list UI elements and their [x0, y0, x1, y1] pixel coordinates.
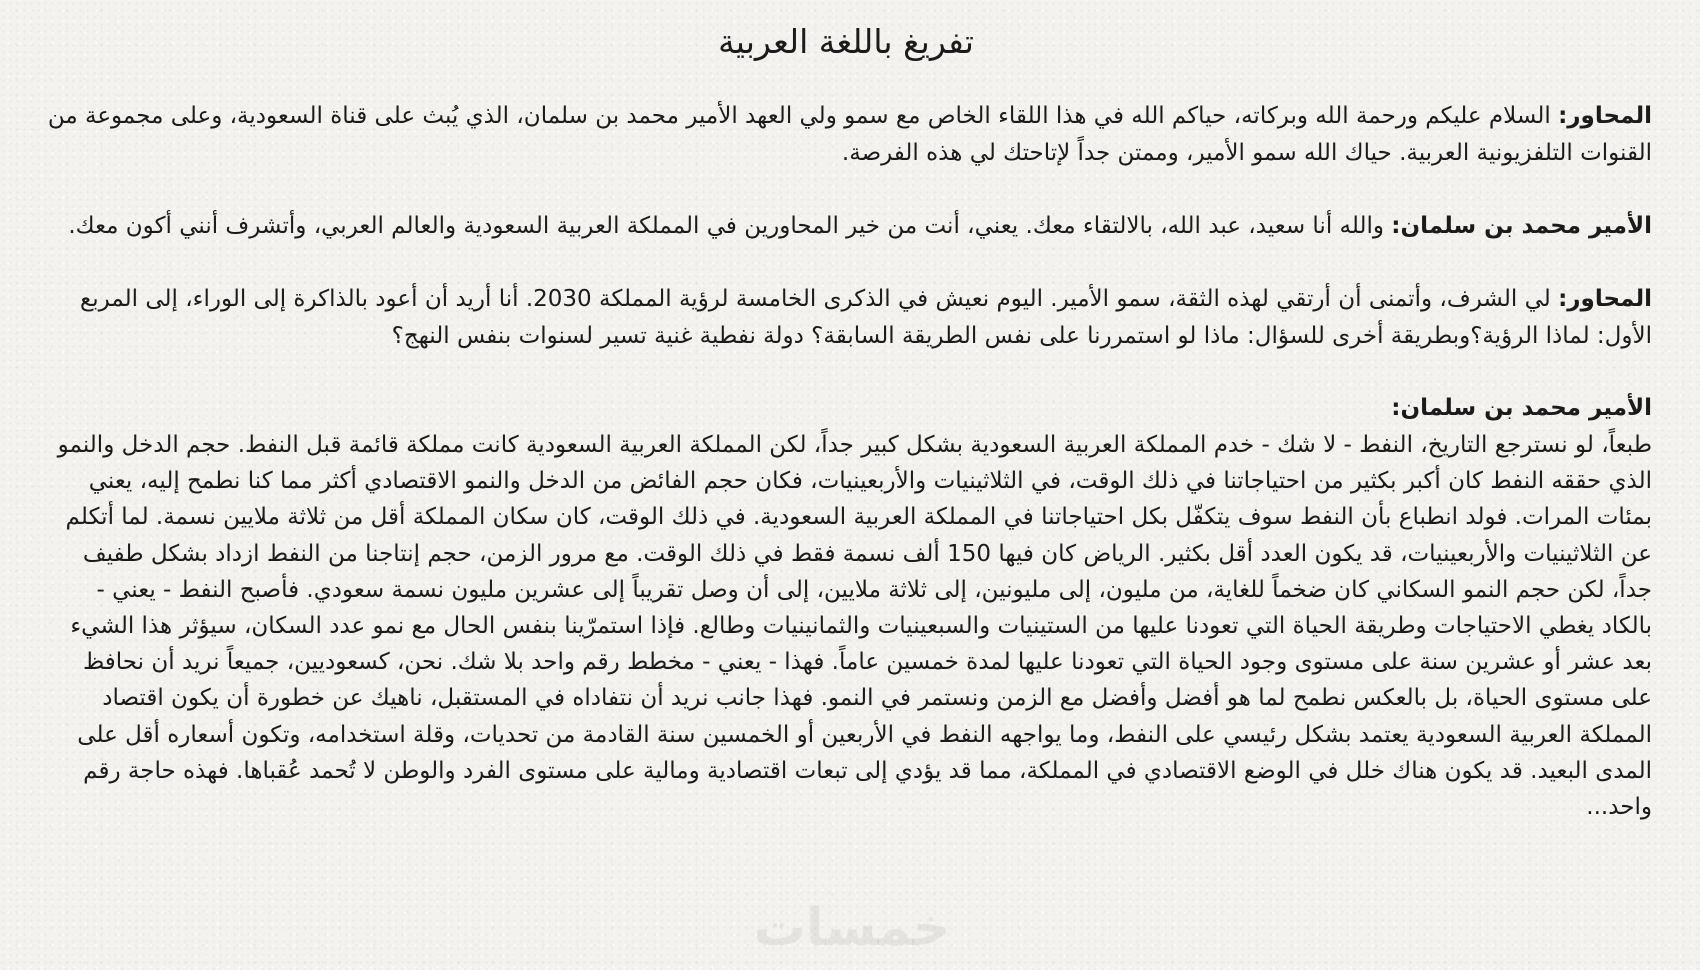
answer-text: طبعاً، لو نسترجع التاريخ، النفط - لا شك - خدم المملكة العربية السعودية بشكل كبير جداً، لكن المملكة العربية السعودية كانت مملكة قائمة قبل النفط. حجم الدخل والنمو الذي حققه النفط كان أكبر بكثير من احتياجاتنا في ذلك الوقت، في الثلاثينيات والأربعينيات، فكان حجم الفائض من الدخل والنمو الاقتصادي أكثر مما كنا نطمح إليه، يعني بمئات المرات. فولد انطباع بأن النفط سوف يتكفّل بكل احتياجاتنا في المملكة العربية السعودية. في ذلك الوقت، كان سكان المملكة أقل من ثلاثة ملايين نسمة. لما أتكلم عن الثلاثينيات والأربعينيات، قد يكون العدد أقل بكثير. الرياض كان فيها 150 ألف نسمة فقط في ذلك الوقت. مع مرور الزمن، حجم إنتاجنا من النفط ازداد بشكل طفيف جداً، لكن حجم النمو السكاني كان ضخماً للغاية، من مليون، إلى مليونين، إلى ثلاثة ملايين، إلى أن وصل تقريباً إلى عشرين مليون نسمة سعودي. فأصبح النفط - يعني - بالكاد يغطي الاحتياجات وطريقة الحياة التي تعودنا عليها من الستينيات والسبعينيات والثمانينيات وطالع. فإذا استمرّينا بنفس الحال مع نمو عدد السكان، سيؤثر هذا الشيء بعد عشر أو عشرين سنة على مستوى وجود الحياة التي تعودنا عليها لمدة خمسين عاماً. فهذا - يعني - مخطط رقم واحد بلا شك. نحن، كسعوديين، جميعاً نريد أن نحافظ على مستوى الحياة، بل بالعكس نطمح لما هو أفضل وأفضل مع الزمن ونستمر في النمو. فهذا جانب نريد أن نتفاداه في المستقبل، ناهيك عن خطورة أن يكون اقتصاد المملكة العربية السعودية يعتمد بشكل رئيسي على النفط، وما يواجهه النفط في الأربعين أو الخمسين سنة القادمة من تحديات، وقلة استخدامه، وتكون أسعاره أقل على المدى البعيد. قد يكون هناك خلل في الوضع الاقتصادي في المملكة، مما قد يؤدي إلى تبعات اقتصادية ومالية على مستوى الفرد والوطن لا تُحمد عُقباها. فهذه حاجة رقم واحد...: [57, 432, 1652, 821]
answer-block: [40, 390, 1652, 825]
answer-speaker-label: الأمير محمد بن سلمان:: [1391, 395, 1652, 421]
watermark-logo: خمسات: [753, 898, 951, 958]
paragraph-text: والله أنا سعيد، عبد الله، بالالتقاء معك. يعني، أنت من خير المحاورين في المملكة العربية السعودية والعالم العربي، وأتشرف أنني أكون معك.: [68, 213, 1392, 239]
transcript-page: [40, 0, 1652, 970]
paragraph-text: السلام عليكم ورحمة الله وبركاته، حياكم الله في هذا اللقاء الخاص مع سمو ولي العهد الأمير محمد بن سلمان، الذي يُبث على قناة السعودية، وعلى مجموعة من القنوات التلفزيونية العربية. حياك الله سمو الأمير، وممتن جداً لإتاحتك لي هذه الفرصة.: [47, 103, 1652, 166]
speaker-label: الأمير محمد بن سلمان:: [1391, 213, 1652, 239]
transcript-paragraph: [40, 98, 1652, 172]
document-title: تفريغ باللغة العربية: [718, 22, 974, 61]
paragraph-text: لي الشرف، وأتمنى أن أرتقي لهذه الثقة، سمو الأمير. اليوم نعيش في الذكرى الخامسة لرؤية المملكة 2030. أنا أريد أن أعود بالذاكرة إلى الوراء، إلى المربع الأول: لماذا الرؤية؟وبطريقة أخرى للسؤال: ماذا لو استمررنا على نفس الطريقة السابقة؟ دولة نفطية غنية تسير لسنوات بنفس النهج؟: [80, 286, 1652, 349]
transcript-paragraph: [40, 281, 1652, 355]
transcript-paragraph: [40, 208, 1652, 245]
speaker-label: المحاور:: [1558, 103, 1652, 129]
speaker-label: المحاور:: [1558, 286, 1652, 312]
